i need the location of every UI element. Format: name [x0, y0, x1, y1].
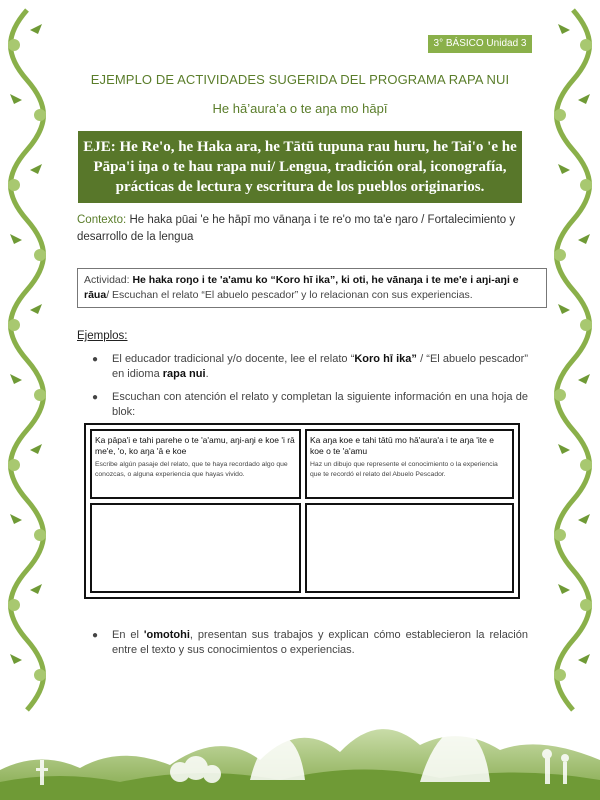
bullet-list-closing — [88, 628, 528, 666]
page-title: EJEMPLO DE ACTIVIDADES SUGERIDA DEL PROGRAMA RAPA NUI — [90, 72, 510, 87]
worksheet-cell-empty-right — [305, 503, 514, 593]
cell-heading: Ka pāpa'i e tahi parehe o te 'a'amu, aŋi-aŋi e koe 'i rā me'e, 'o, ko aŋa 'ā e koe — [95, 435, 295, 456]
list-item — [88, 628, 528, 658]
bullet-text: / “El abuelo pescador” en idioma — [112, 353, 529, 380]
decorative-footer-landscape — [0, 690, 600, 800]
cell-instruction: Escribe algún pasaje del relato, que te haya recordado algo que conozcas, o alguna experiencia que hayas vivido. — [95, 461, 288, 478]
ejemplos-heading: Ejemplos: — [77, 330, 128, 342]
bullet-text: . — [205, 368, 209, 380]
bullet-icon: ● — [92, 630, 99, 641]
contexto-label: Contexto: — [77, 214, 127, 226]
bullet-icon: ● — [92, 392, 99, 403]
cell-instruction: Haz un dibujo que represente el conocimiento o la experiencia que te recordó el relato del Abuelo Pescador. — [310, 461, 498, 478]
worksheet-cell-empty-left — [90, 503, 301, 593]
actividad-rapanui: He haka roŋo i te 'a'amu ko “Koro hī ika”, ki oti, he vānaŋa i te me'e i aŋi-aŋi e rāua — [84, 274, 519, 301]
eje-banner: EJE: He Re'o, he Haka ara, he Tātū tupuna rau huru, he Tai'o 'e he Pāpa'i iŋa o te hau rapa nui/ Lengua, tradición oral, iconografía, prácticas de lectura y escritura de los pueblos originarios. — [78, 131, 522, 203]
worksheet-cell-drawing — [305, 429, 514, 499]
worksheet-cell-passage — [90, 429, 301, 499]
bullet-bold: Koro hī ika” — [354, 353, 417, 365]
contexto-section — [77, 212, 527, 246]
page-subtitle: He hā’aura’a o te aŋa mo hāpī — [212, 101, 388, 116]
contexto-text: He haka pūai 'e he hāpī mo vānaŋa i te re'o mo ta'e ŋaro / Fortalecimiento y desarrollo de la lengua — [77, 214, 516, 243]
grade-badge: 3° BÁSICO Unidad 3 — [428, 35, 532, 53]
bullet-bold: rapa nui — [162, 368, 206, 380]
actividad-spanish: / Escuchan el relato “El abuelo pescador” y lo relacionan con sus experiencias. — [106, 289, 473, 301]
list-item — [88, 352, 528, 382]
bullet-bold: 'omotohi — [143, 629, 190, 641]
list-item — [88, 390, 528, 420]
bullet-list — [88, 352, 528, 428]
bullet-text: El educador tradicional y/o docente, lee el relato “ — [112, 353, 355, 365]
bullet-text: En el — [112, 629, 144, 641]
actividad-box — [77, 268, 547, 308]
decorative-left-border — [0, 0, 55, 740]
bullet-icon: ● — [92, 354, 99, 365]
decorative-right-border — [545, 0, 600, 740]
bullet-text: , presentan sus trabajos y explican cómo establecieron la relación entre el texto y sus conocimientos o experiencias. — [112, 629, 528, 656]
bullet-text: Escuchan con atención el relato y completan la siguiente información en una hoja de blok: — [112, 391, 528, 418]
cell-heading: Ka aŋa koe e tahi tātū mo hā'aura'a i te aŋa 'ite e koe o te 'a'amu — [310, 435, 494, 456]
worksheet-table — [84, 423, 520, 599]
actividad-label: Actividad: — [84, 274, 130, 286]
